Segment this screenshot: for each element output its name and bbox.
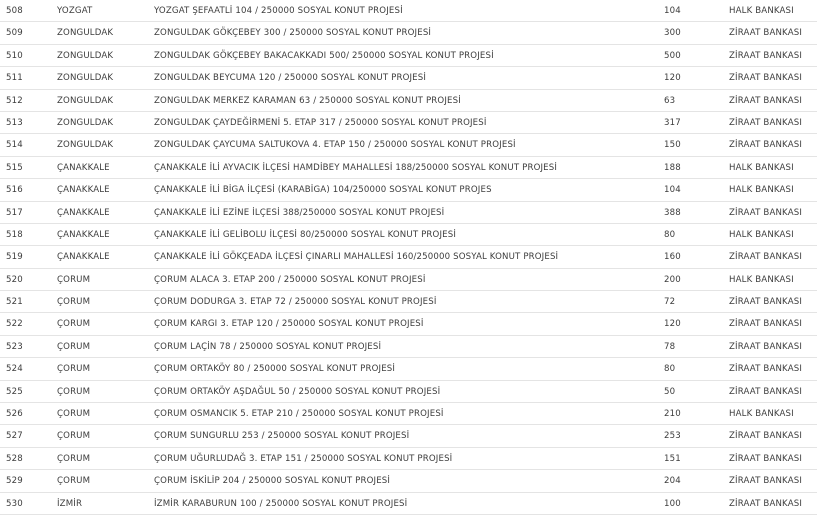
table-row xyxy=(0,67,817,89)
table-row xyxy=(0,403,817,425)
table-row xyxy=(0,202,817,224)
table-row xyxy=(0,22,817,44)
table-row xyxy=(0,336,817,358)
project-name: ÇORUM ORTAKÖY 80 / 250000 SOSYAL KONUT PROJESİ xyxy=(154,364,396,375)
project-name: ÇANAKKALE İLİ BİGA İLÇESİ (KARABİGA) 104/250000 SOSYAL KONUT PROJES xyxy=(154,185,492,196)
table-row xyxy=(0,224,817,246)
city-name: ÇORUM xyxy=(57,274,91,285)
table-row xyxy=(0,112,817,134)
project-name: ZONGULDAK BEYCUMA 120 / 250000 SOSYAL KONUT PROJESİ xyxy=(154,73,427,84)
row-number: 508 xyxy=(6,6,23,16)
row-number: 528 xyxy=(6,453,23,464)
row-number: 511 xyxy=(6,73,23,84)
project-name: ÇORUM UĞURLUDAĞ 3. ETAP 151 / 250000 SOSYAL KONUT PROJESİ xyxy=(154,453,453,464)
bank-name: ZİRAAT BANKASI xyxy=(729,341,803,352)
unit-count: 500 xyxy=(664,50,681,61)
row-number: 517 xyxy=(6,207,23,218)
row-number: 512 xyxy=(6,95,23,106)
unit-count: 300 xyxy=(664,28,681,39)
row-number: 520 xyxy=(6,274,23,285)
unit-count: 253 xyxy=(664,431,681,442)
project-name: ÇANAKKALE İLİ EZİNE İLÇESİ 388/250000 SOSYAL KONUT PROJESİ xyxy=(154,207,445,218)
unit-count: 50 xyxy=(664,386,676,397)
city-name: ÇORUM xyxy=(57,297,91,308)
bank-name: ZİRAAT BANKASI xyxy=(729,498,803,509)
table-row xyxy=(0,358,817,380)
city-name: İZMİR xyxy=(57,498,83,509)
bank-name: HALK BANKASI xyxy=(729,274,794,285)
row-number: 523 xyxy=(6,341,23,352)
unit-count: 188 xyxy=(664,162,681,173)
bank-name: ZİRAAT BANKASI xyxy=(729,73,803,84)
unit-count: 204 xyxy=(664,476,681,487)
table-row xyxy=(0,448,817,470)
project-name: ÇANAKKALE İLİ GÖKÇEADA İLÇESİ ÇINARLI MAHALLESİ 160/250000 SOSYAL KONUT PROJESİ xyxy=(154,252,559,263)
bank-name: ZİRAAT BANKASI xyxy=(729,117,803,128)
row-number: 522 xyxy=(6,319,23,330)
project-name: ZONGULDAK GÖKÇEBEY BAKACAKKADI 500/ 250000 SOSYAL KONUT PROJESİ xyxy=(154,50,494,61)
bank-name: ZİRAAT BANKASI xyxy=(729,431,803,442)
bank-name: HALK BANKASI xyxy=(729,6,794,16)
city-name: ÇORUM xyxy=(57,431,91,442)
row-number: 516 xyxy=(6,185,23,196)
row-number: 527 xyxy=(6,431,23,442)
unit-count: 72 xyxy=(664,297,676,308)
bank-name: ZİRAAT BANKASI xyxy=(729,28,803,39)
city-name: ZONGULDAK xyxy=(57,117,114,128)
project-name: ZONGULDAK GÖKÇEBEY 300 / 250000 SOSYAL KONUT PROJESİ xyxy=(154,28,432,39)
unit-count: 388 xyxy=(664,207,681,218)
unit-count: 160 xyxy=(664,252,681,263)
table-row xyxy=(0,269,817,291)
project-name: ÇORUM OSMANCIK 5. ETAP 210 / 250000 SOSYAL KONUT PROJESİ xyxy=(154,409,444,420)
row-number: 514 xyxy=(6,140,23,151)
bank-name: HALK BANKASI xyxy=(729,162,794,173)
city-name: ÇORUM xyxy=(57,386,91,397)
unit-count: 317 xyxy=(664,117,681,128)
project-name: ÇORUM İSKİLİP 204 / 250000 SOSYAL KONUT PROJESİ xyxy=(154,476,391,487)
city-name: YOZGAT xyxy=(57,6,93,16)
city-name: ÇORUM xyxy=(57,409,91,420)
bank-name: ZİRAAT BANKASI xyxy=(729,207,803,218)
row-number: 510 xyxy=(6,50,23,61)
table-row xyxy=(0,425,817,447)
unit-count: 120 xyxy=(664,73,681,84)
project-name: ÇORUM DODURGA 3. ETAP 72 / 250000 SOSYAL KONUT PROJESİ xyxy=(154,297,437,308)
project-name: ÇORUM LAÇİN 78 / 250000 SOSYAL KONUT PROJESİ xyxy=(154,341,382,352)
row-number: 509 xyxy=(6,28,23,39)
unit-count: 104 xyxy=(664,185,681,196)
city-name: ÇORUM xyxy=(57,476,91,487)
city-name: ZONGULDAK xyxy=(57,140,114,151)
table-row xyxy=(0,493,817,515)
city-name: ÇANAKKALE xyxy=(57,185,110,196)
unit-count: 200 xyxy=(664,274,681,285)
unit-count: 104 xyxy=(664,6,681,16)
unit-count: 150 xyxy=(664,140,681,151)
city-name: ÇANAKKALE xyxy=(57,252,110,263)
bank-name: HALK BANKASI xyxy=(729,185,794,196)
project-name: ÇORUM SUNGURLU 253 / 250000 SOSYAL KONUT PROJESİ xyxy=(154,431,410,442)
table-row xyxy=(0,157,817,179)
unit-count: 151 xyxy=(664,453,681,464)
row-number: 526 xyxy=(6,409,23,420)
row-number: 525 xyxy=(6,386,23,397)
city-name: ZONGULDAK xyxy=(57,95,114,106)
bank-name: HALK BANKASI xyxy=(729,229,794,240)
table-row xyxy=(0,134,817,156)
unit-count: 80 xyxy=(664,229,676,240)
table-row xyxy=(0,381,817,403)
row-number: 530 xyxy=(6,498,23,509)
bank-name: HALK BANKASI xyxy=(729,409,794,420)
unit-count: 80 xyxy=(664,364,676,375)
project-name: ÇORUM KARGI 3. ETAP 120 / 250000 SOSYAL KONUT PROJESİ xyxy=(154,319,424,330)
row-number: 519 xyxy=(6,252,23,263)
bank-name: ZİRAAT BANKASI xyxy=(729,386,803,397)
unit-count: 100 xyxy=(664,498,681,509)
unit-count: 120 xyxy=(664,319,681,330)
row-number: 524 xyxy=(6,364,23,375)
bank-name: ZİRAAT BANKASI xyxy=(729,95,803,106)
city-name: ZONGULDAK xyxy=(57,73,114,84)
bank-name: ZİRAAT BANKASI xyxy=(729,140,803,151)
bank-name: ZİRAAT BANKASI xyxy=(729,297,803,308)
table-row xyxy=(0,179,817,201)
city-name: ZONGULDAK xyxy=(57,28,114,39)
city-name: ÇANAKKALE xyxy=(57,162,110,173)
city-name: ÇORUM xyxy=(57,453,91,464)
table-row xyxy=(0,45,817,67)
city-name: ÇORUM xyxy=(57,364,91,375)
city-name: ÇANAKKALE xyxy=(57,229,110,240)
table-row xyxy=(0,313,817,335)
bank-name: ZİRAAT BANKASI xyxy=(729,453,803,464)
project-name: ZONGULDAK ÇAYCUMA SALTUKOVA 4. ETAP 150 / 250000 SOSYAL KONUT PROJESİ xyxy=(154,140,516,151)
city-name: ÇANAKKALE xyxy=(57,207,110,218)
table-row xyxy=(0,291,817,313)
table-row xyxy=(0,90,817,112)
project-name: ÇORUM ORTAKÖY AŞDAĞUL 50 / 250000 SOSYAL KONUT PROJESİ xyxy=(154,386,441,397)
unit-count: 210 xyxy=(664,409,681,420)
row-number: 518 xyxy=(6,229,23,240)
bank-name: ZİRAAT BANKASI xyxy=(729,364,803,375)
row-number: 521 xyxy=(6,297,23,308)
project-name: ÇANAKKALE İLİ AYVACIK İLÇESİ HAMDİBEY MAHALLESİ 188/250000 SOSYAL KONUT PROJESİ xyxy=(154,162,558,173)
row-number: 513 xyxy=(6,117,23,128)
project-name: ÇORUM ALACA 3. ETAP 200 / 250000 SOSYAL KONUT PROJESİ xyxy=(154,274,426,285)
row-number: 529 xyxy=(6,476,23,487)
project-name: ZONGULDAK MERKEZ KARAMAN 63 / 250000 SOSYAL KONUT PROJESİ xyxy=(154,95,461,106)
project-name: ÇANAKKALE İLİ GELİBOLU İLÇESİ 80/250000 SOSYAL KONUT PROJESİ xyxy=(154,229,457,240)
city-name: ÇORUM xyxy=(57,341,91,352)
table-row xyxy=(0,246,817,268)
project-name: YOZGAT ŞEFAATLİ 104 / 250000 SOSYAL KONUT PROJESİ xyxy=(154,6,403,16)
unit-count: 63 xyxy=(664,95,676,106)
row-number: 515 xyxy=(6,162,23,173)
project-name: İZMİR KARABURUN 100 / 250000 SOSYAL KONUT PROJESİ xyxy=(154,498,408,509)
city-name: ÇORUM xyxy=(57,319,91,330)
bank-name: ZİRAAT BANKASI xyxy=(729,476,803,487)
bank-name: ZİRAAT BANKASI xyxy=(729,252,803,263)
table-row xyxy=(0,470,817,492)
unit-count: 78 xyxy=(664,341,676,352)
city-name: ZONGULDAK xyxy=(57,50,114,61)
bank-name: ZİRAAT BANKASI xyxy=(729,50,803,61)
table-row xyxy=(0,0,817,22)
project-name: ZONGULDAK ÇAYDEĞİRMENİ 5. ETAP 317 / 250000 SOSYAL KONUT PROJESİ xyxy=(154,117,487,128)
bank-name: ZİRAAT BANKASI xyxy=(729,319,803,330)
